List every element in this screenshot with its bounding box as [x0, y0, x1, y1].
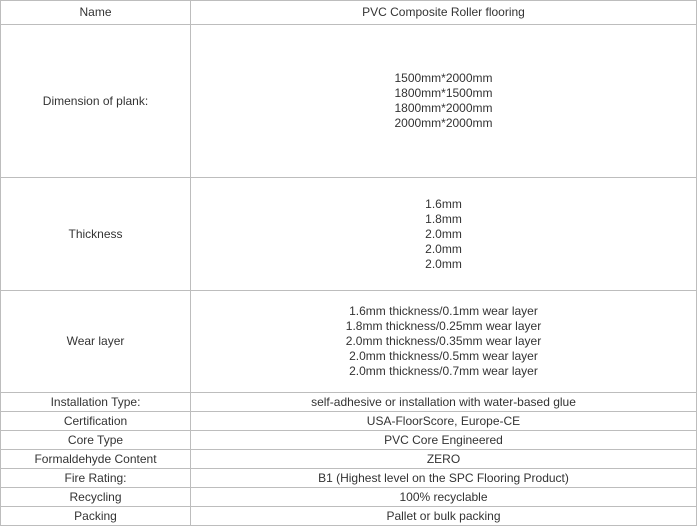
- table-row-name: [1, 1, 697, 25]
- value-line: 2.0mm thickness/0.7mm wear layer: [349, 364, 538, 378]
- value-line: 1.6mm: [425, 196, 462, 211]
- value-line: 2.0mm: [425, 256, 462, 271]
- value-line: USA-FloorScore, Europe-CE: [366, 413, 521, 428]
- value-line: PVC Composite Roller flooring: [362, 5, 525, 19]
- row-value: [191, 393, 697, 412]
- value-line: 2000mm*2000mm: [394, 116, 493, 130]
- value-line: 1800mm*2000mm: [394, 101, 493, 115]
- row-value: [191, 412, 697, 431]
- value-line: PVC Core Engineered: [384, 432, 503, 447]
- table-row-thickness: [1, 178, 697, 291]
- row-value: [191, 178, 697, 291]
- row-value: [191, 488, 697, 507]
- row-label: Dimension of plank:: [1, 25, 191, 178]
- value-line: 2.0mm: [425, 226, 462, 241]
- value-line: 1.8mm: [425, 211, 462, 226]
- value-line: 1500mm*2000mm: [394, 71, 493, 85]
- row-value: [191, 431, 697, 450]
- value-line: 2.0mm thickness/0.5mm wear layer: [349, 349, 538, 363]
- table-row-installation-type: [1, 393, 697, 412]
- row-label: Installation Type:: [1, 393, 191, 412]
- value-line: 100% recyclable: [399, 489, 488, 504]
- row-label: Fire Rating:: [1, 469, 191, 488]
- row-value: [191, 1, 697, 25]
- table-row-recycling: [1, 488, 697, 507]
- row-label: Thickness: [1, 178, 191, 291]
- row-value: [191, 450, 697, 469]
- value-line: 1.6mm thickness/0.1mm wear layer: [349, 304, 538, 318]
- row-value: [191, 507, 697, 526]
- row-label: Recycling: [1, 488, 191, 507]
- row-label: Name: [1, 1, 191, 25]
- table-row-fire-rating: [1, 469, 697, 488]
- table-row-packing: [1, 507, 697, 526]
- table-row-dimension: [1, 25, 697, 178]
- row-label: Core Type: [1, 431, 191, 450]
- value-line: 2.0mm: [425, 241, 462, 256]
- row-label: Packing: [1, 507, 191, 526]
- table-row-wear-layer: [1, 291, 697, 393]
- row-value: [191, 291, 697, 393]
- row-value: [191, 25, 697, 178]
- value-line: B1 (Highest level on the SPC Flooring Product): [318, 470, 569, 485]
- value-line: 1.8mm thickness/0.25mm wear layer: [345, 319, 542, 333]
- table-row-core-type: [1, 431, 697, 450]
- value-line: self-adhesive or installation with water-based glue: [311, 394, 576, 409]
- value-line: 2.0mm thickness/0.35mm wear layer: [345, 334, 542, 348]
- row-value: [191, 469, 697, 488]
- table-row-certification: [1, 412, 697, 431]
- table-row-formaldehyde: [1, 450, 697, 469]
- value-line: ZERO: [426, 451, 461, 466]
- value-line: Pallet or bulk packing: [386, 508, 501, 523]
- row-label: Wear layer: [1, 291, 191, 393]
- value-line: 1800mm*1500mm: [394, 86, 493, 100]
- row-label: Certification: [1, 412, 191, 431]
- row-label: Formaldehyde Content: [1, 450, 191, 469]
